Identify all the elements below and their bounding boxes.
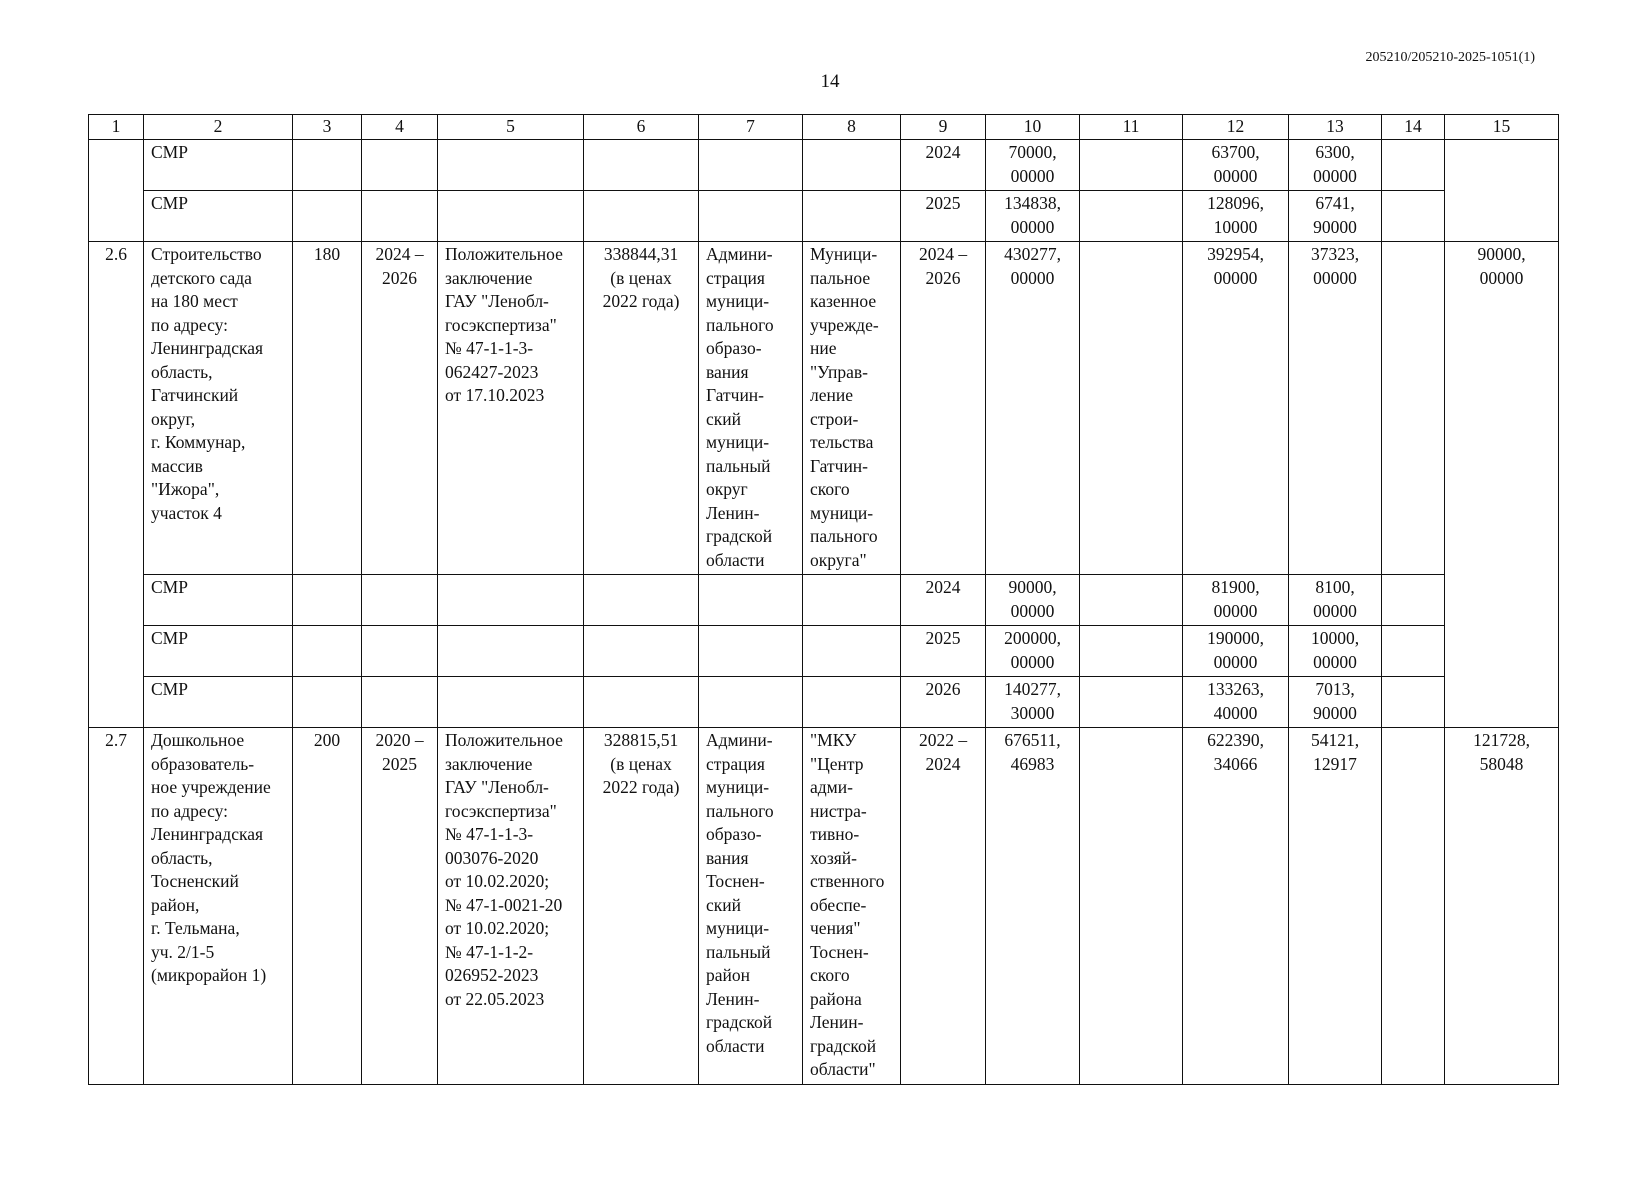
row-number: 2.7 [89, 728, 144, 1085]
column-header: 4 [362, 115, 438, 140]
cost-cell: 338844,31 (в ценах 2022 года) [584, 242, 699, 575]
total-cell: 140277, 30000 [986, 677, 1080, 728]
amount-cell: 54121, 12917 [1289, 728, 1382, 1085]
amount-cell: 133263, 40000 [1183, 677, 1289, 728]
objects-table [88, 114, 1559, 1085]
column-header: 1 [89, 115, 144, 140]
capacity-cell: 200 [293, 728, 362, 1085]
table-row [89, 677, 1559, 728]
amount-cell: 8100, 00000 [1289, 575, 1382, 626]
row-number: 2.6 [89, 242, 144, 728]
table-row [89, 728, 1559, 1085]
object-name: Строительство детского сада на 180 мест по адресу: Ленинградская область, Гатчинский округ, г. Коммунар, массив "Ижора", участок 4 [144, 242, 293, 575]
column-header: 7 [699, 115, 803, 140]
column-number-row [89, 115, 1559, 140]
table-row [89, 191, 1559, 242]
smr-label: СМР [144, 140, 293, 191]
total-cell: 90000, 00000 [986, 575, 1080, 626]
object-name: Дошкольное образователь- ное учреждение по адресу: Ленинградская область, Тосненский район, г. Тельмана, уч. 2/1-5 (микрорайон 1) [144, 728, 293, 1085]
amount-cell: 121728, 58048 [1445, 728, 1559, 1085]
empty-cell [1445, 140, 1559, 242]
amount-cell: 63700, 00000 [1183, 140, 1289, 191]
column-header: 14 [1382, 115, 1445, 140]
capacity-cell: 180 [293, 242, 362, 575]
developer-cell: "МКУ "Центр адми- нистра- тивно- хозяй- ственного обеспе- чения" Тоснен- ского района Ленин- градской области" [803, 728, 901, 1085]
column-header: 13 [1289, 115, 1382, 140]
amount-cell: 6300, 00000 [1289, 140, 1382, 191]
total-cell: 200000, 00000 [986, 626, 1080, 677]
document-number: 205210/205210-2025-1051(1) [1365, 50, 1535, 65]
developer-cell: Муници- пальное казенное учрежде- ние "Управ- ление строи- тельства Гатчин- ского муници- пального округа" [803, 242, 901, 575]
table-row [89, 140, 1559, 191]
cost-cell: 328815,51 (в ценах 2022 года) [584, 728, 699, 1085]
year-cell: 2026 [901, 677, 986, 728]
amount-cell: 37323, 00000 [1289, 242, 1382, 575]
smr-label: СМР [144, 191, 293, 242]
total-cell: 430277, 00000 [986, 242, 1080, 575]
column-header: 11 [1080, 115, 1183, 140]
amount-cell: 622390, 34066 [1183, 728, 1289, 1085]
column-header: 6 [584, 115, 699, 140]
column-header: 10 [986, 115, 1080, 140]
table-row [89, 242, 1559, 575]
amount-cell: 10000, 00000 [1289, 626, 1382, 677]
year-cell: 2025 [901, 626, 986, 677]
expertise-cell: Положительное заключение ГАУ "Ленобл- госэкспертиза" № 47-1-1-3- 062427-2023 от 17.10.2023 [438, 242, 584, 575]
column-header: 12 [1183, 115, 1289, 140]
customer-cell: Админи- страция муници- пального образо- вания Гатчин- ский муници- пальный округ Ленин- градской области [699, 242, 803, 575]
smr-label: СМР [144, 677, 293, 728]
page-number: 14 [820, 71, 840, 92]
total-cell: 134838, 00000 [986, 191, 1080, 242]
column-header: 9 [901, 115, 986, 140]
total-cell: 70000, 00000 [986, 140, 1080, 191]
period-cell: 2022 – 2024 [901, 728, 986, 1085]
year-cell: 2024 [901, 575, 986, 626]
total-cell: 676511, 46983 [986, 728, 1080, 1085]
empty-cell [89, 140, 144, 242]
amount-cell: 7013, 90000 [1289, 677, 1382, 728]
period-cell: 2024 – 2026 [901, 242, 986, 575]
column-header: 3 [293, 115, 362, 140]
amount-cell: 81900, 00000 [1183, 575, 1289, 626]
amount-cell: 90000, 00000 [1445, 242, 1559, 728]
year-cell: 2024 [901, 140, 986, 191]
amount-cell: 128096, 10000 [1183, 191, 1289, 242]
table-row [89, 575, 1559, 626]
column-header: 5 [438, 115, 584, 140]
column-header: 15 [1445, 115, 1559, 140]
smr-label: СМР [144, 575, 293, 626]
amount-cell: 190000, 00000 [1183, 626, 1289, 677]
smr-label: СМР [144, 626, 293, 677]
column-header: 8 [803, 115, 901, 140]
year-cell: 2025 [901, 191, 986, 242]
years-cell: 2020 – 2025 [362, 728, 438, 1085]
amount-cell: 392954, 00000 [1183, 242, 1289, 575]
amount-cell: 6741, 90000 [1289, 191, 1382, 242]
table-row [89, 626, 1559, 677]
years-cell: 2024 – 2026 [362, 242, 438, 575]
expertise-cell: Положительное заключение ГАУ "Ленобл- госэкспертиза" № 47-1-1-3- 003076-2020 от 10.02.2020; № 47-1-0021-20 от 10.02.2020; № 47-1-1-2- 026952-2023 от 22.05.2023 [438, 728, 584, 1085]
column-header: 2 [144, 115, 293, 140]
customer-cell: Админи- страция муници- пального образо- вания Тоснен- ский муници- пальный район Ленин- градской области [699, 728, 803, 1085]
